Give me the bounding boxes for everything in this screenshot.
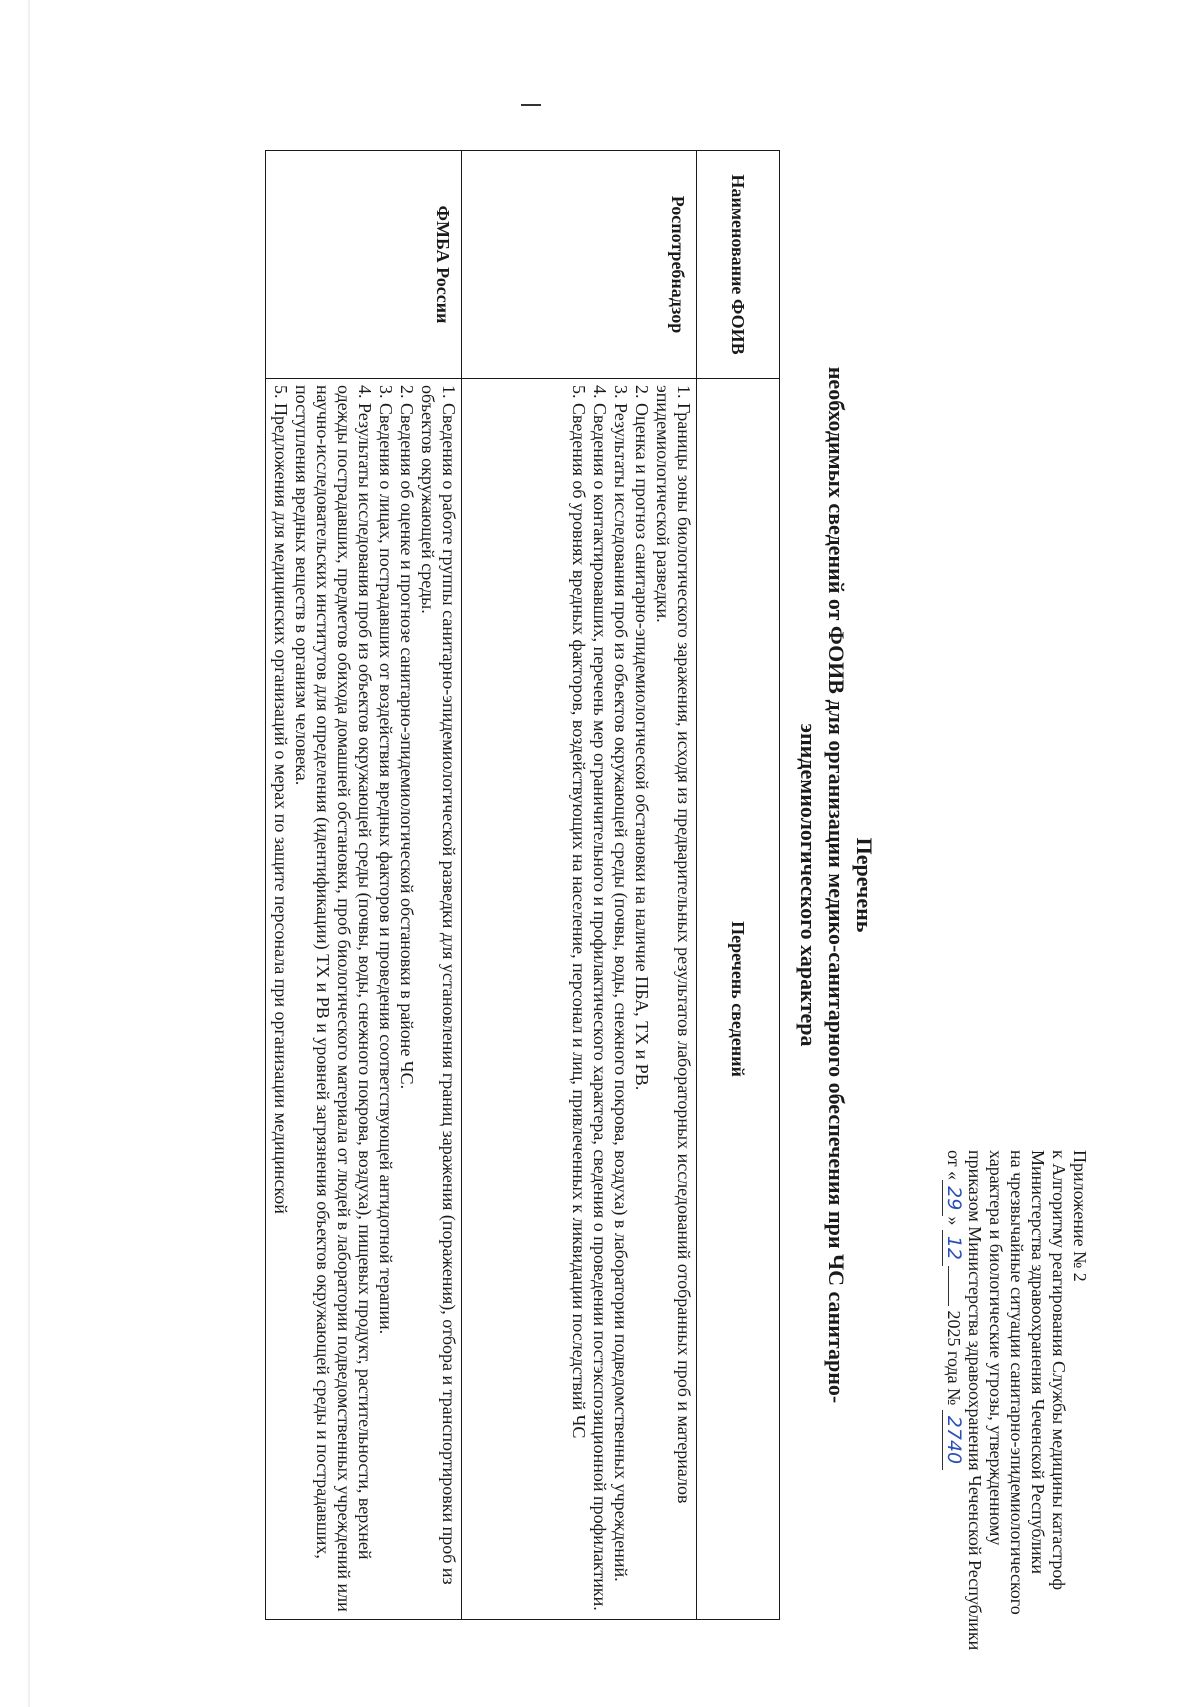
org-cell: Роспотребнадзор bbox=[462, 151, 697, 379]
appendix-line: характера и биологические угрозы, утвержденному bbox=[986, 1150, 1006, 1546]
table-header-row bbox=[697, 151, 780, 1620]
date-mid: » bbox=[944, 1216, 964, 1226]
table-row bbox=[462, 151, 697, 1620]
list-item: 1. Границы зоны биологического заражения, исходя из предварительных результатов лабораторных исследований отобранных проб и материалов эпидемиологической разведки. bbox=[653, 385, 694, 1504]
appendix-line: Министерства здравоохранения Чеченской Республики bbox=[1028, 1150, 1048, 1575]
rotated-page bbox=[90, 150, 1090, 1651]
appendix-line: приказом Министерства здравоохранения Чеченской Республики bbox=[965, 1150, 985, 1651]
appendix-date-line bbox=[943, 1150, 964, 1610]
appendix-line: на чрезвычайные ситуации санитарно-эпидемиологического bbox=[1007, 1150, 1027, 1615]
list-item: 2. Сведения об оценке и прогнозе санитарно-эпидемиологической обстановки в районе ЧС. bbox=[397, 385, 417, 1090]
org-cell: ФМБА России bbox=[266, 151, 462, 379]
date-prefix: от « bbox=[944, 1150, 964, 1181]
page-mark bbox=[521, 104, 541, 106]
appendix-block bbox=[943, 1150, 1090, 1651]
appendix-line: Приложение № 2 bbox=[1070, 1150, 1090, 1282]
date-blank bbox=[948, 1266, 949, 1306]
list-item: 5. Сведения об уровнях вредных факторов, воздействующих на население, персонал и лиц, привлеченных к ликвидации последствий ЧС bbox=[569, 385, 589, 1439]
list-item: 3. Результаты исследования проб из объектов окружающей среды (почвы, воды, снежного покрова, воздуха) в лаборатории подведомственных учреждений. bbox=[611, 385, 631, 1582]
list-item: 5. Предложения для медицинских организаций о мерах по защите персонала при организации медицинской bbox=[271, 385, 291, 1214]
date-year: 2025 года № bbox=[944, 1310, 964, 1406]
handwritten-day: 29 bbox=[942, 1180, 965, 1216]
items-cell bbox=[462, 379, 697, 1620]
list-item: 4. Результаты исследования проб из объектов окружающей среды (почвы, воды, снежного покрова, воздуха), пищевых продукт, растительности, верхней одежды пострадавших, предметов обихода домашней обстановки, проб биологического материала от людей в лаборатории подведомственных учреждений или научно-исследовательских институтов для определения (идентификации) ТХ и РВ и уровней загрязнения объектов окружающей среды и пострадавших, поступления вредных веществ в организм человека. bbox=[292, 385, 375, 1612]
list-item: 2. Оценка и прогноз санитарно-эпидемиологической обстановки на наличие ПБА, ТХ и РВ. bbox=[632, 385, 652, 1091]
doc-subtitle-line1: необходимых сведений от ФОИВ для организации медико-санитарного обеспечения при ЧС санитарно- bbox=[824, 366, 849, 1404]
list-item: 4. Сведения о контактировавших, перечень мер ограничительного и профилактического характера, сведения о проведении постэкспозиционной профилактики. bbox=[590, 385, 610, 1611]
info-table bbox=[265, 150, 780, 1620]
items-cell bbox=[266, 379, 462, 1620]
doc-subtitle-line2: эпидемиологического характера bbox=[796, 723, 821, 1047]
handwritten-month: 12 bbox=[942, 1230, 965, 1266]
doc-title: Перечень bbox=[852, 837, 877, 933]
table-row bbox=[266, 151, 462, 1620]
list-item: 3. Сведения о лицах, пострадавших от воздействия вредных факторов и проведения соответствующей антидотной терапии. bbox=[376, 385, 396, 1335]
list-item: 1. Сведения о работе группы санитарно-эпидемиологической разведки для установления границ заражения (поражения), отбора и транспортировки проб из объектов окружающей среды. bbox=[418, 385, 459, 1585]
handwritten-number: 2740 bbox=[942, 1410, 965, 1470]
header-info-list: Перечень сведений bbox=[697, 379, 780, 1620]
scan-edge bbox=[28, 0, 30, 1707]
appendix-line: к Алгоритму реагирования Службы медицины катастроф bbox=[1049, 1150, 1069, 1590]
header-foiv: Наименование ФОИВ bbox=[697, 151, 780, 379]
